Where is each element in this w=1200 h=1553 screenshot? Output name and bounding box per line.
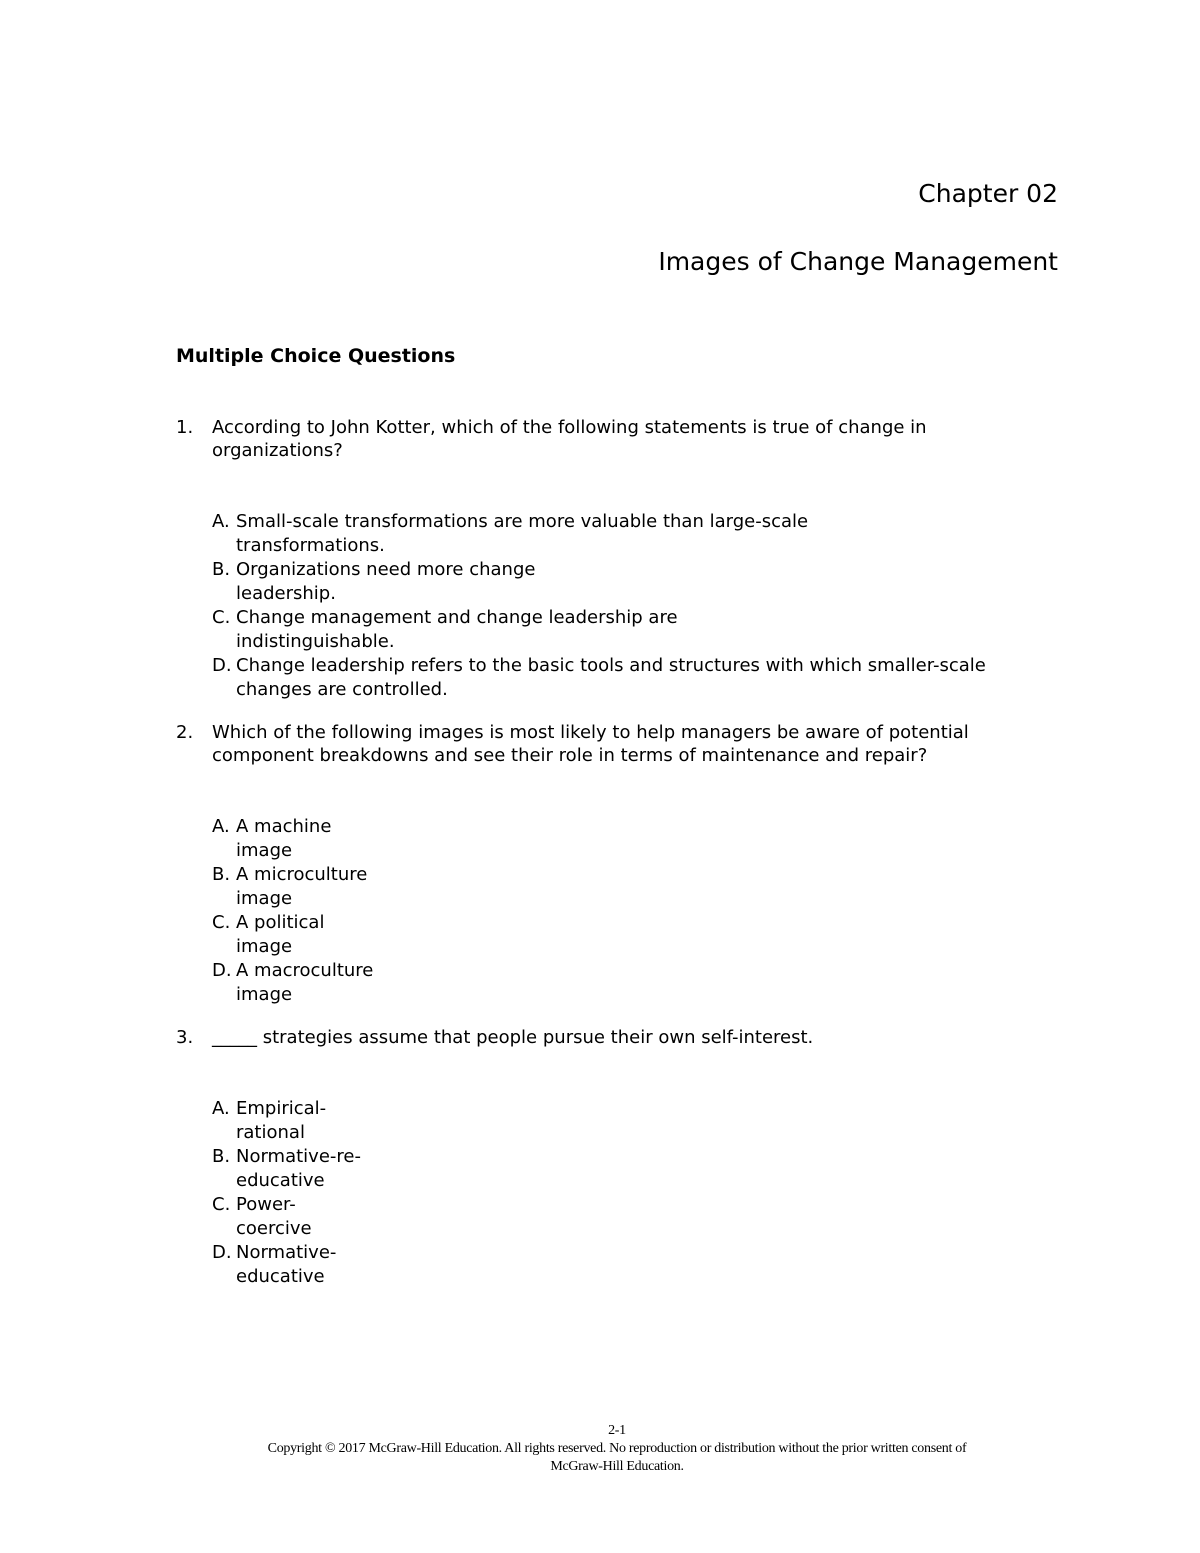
option-letter: B. xyxy=(212,1146,231,1167)
page-number: 2-1 xyxy=(608,1423,626,1438)
option-letter: A. xyxy=(212,816,230,837)
option-text: A machine image xyxy=(236,816,332,861)
option-text: Organizations need more change leadership. xyxy=(236,559,536,604)
copyright-line: Copyright © 2017 McGraw-Hill Education. All rights reserved. No reproduction or distribution without the prior written consent of xyxy=(267,1441,967,1456)
option-letter: A. xyxy=(212,511,230,532)
question-text: _____ strategies assume that people pursue their own self-interest. xyxy=(212,1027,814,1048)
option-letter: D. xyxy=(212,1242,232,1263)
page-title: Images of Change Management xyxy=(658,247,1058,276)
option-text: Change management and change leadership are indistinguishable. xyxy=(236,607,678,652)
option-text: Normative-educative xyxy=(236,1242,337,1287)
option-text: A microculture image xyxy=(236,864,368,909)
page-footer xyxy=(170,1422,1064,1476)
question-text: According to John Kotter, which of the following statements is true of change in organizations? xyxy=(212,417,927,461)
option-text: Normative-re-educative xyxy=(236,1146,361,1191)
option-text: A macroculture image xyxy=(236,960,374,1005)
option-letter: B. xyxy=(212,559,231,580)
copyright-line: McGraw-Hill Education. xyxy=(550,1459,684,1474)
question-text: Which of the following images is most likely to help managers be aware of potential component breakdowns and see their role in terms of maintenance and repair? xyxy=(212,722,969,766)
option-letter: D. xyxy=(212,960,232,981)
question-number: 2. xyxy=(176,722,194,743)
option-text: Change leadership refers to the basic tools and structures with which smaller-scale changes are controlled. xyxy=(236,655,986,700)
question-number: 3. xyxy=(176,1027,194,1048)
option-letter: B. xyxy=(212,864,231,885)
option-letter: C. xyxy=(212,1194,231,1215)
option-letter: D. xyxy=(212,655,232,676)
option-text: Power-coercive xyxy=(236,1194,312,1239)
option-text: Empirical-rational xyxy=(236,1098,327,1143)
section-title: Multiple Choice Questions xyxy=(176,345,456,367)
option-letter: C. xyxy=(212,607,231,628)
option-text: Small-scale transformations are more valuable than large-scale transformations. xyxy=(236,511,809,556)
option-letter: C. xyxy=(212,912,231,933)
question-number: 1. xyxy=(176,417,194,438)
option-letter: A. xyxy=(212,1098,230,1119)
chapter-label: Chapter 02 xyxy=(918,179,1058,208)
option-text: A political image xyxy=(236,912,325,957)
